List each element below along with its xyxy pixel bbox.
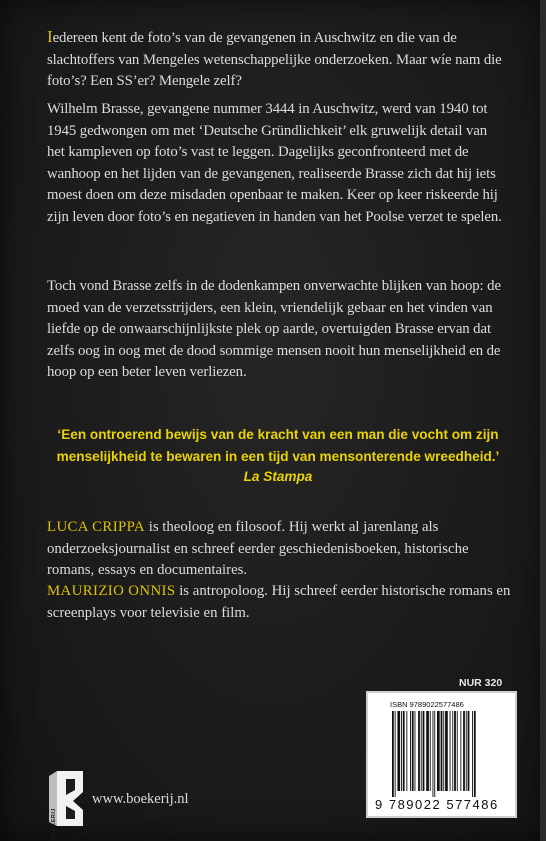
author-bio-2 (47, 581, 517, 624)
description-paragraph-3: Toch vond Brasse zelfs in de dodenkampen onverwachte blijken van hoop: de moed van de verzetsstrijders, een klein, vriendelijk gebaar en het vinden van liefde op de onwaarschijnlijkste plek op aarde, overtuigden Brasse ervan dat zelfs oog in oog met de dood sommige mensen nooit hun menselijkheid en de hoop op een beter leven verliezen. (47, 278, 501, 380)
description-paragraph-1 (47, 26, 507, 93)
isbn-label: ISBN 9789022577486 (390, 700, 464, 709)
author-name: LUCA CRIPPA (47, 519, 146, 535)
barcode-number: 9 789022 577486 (375, 797, 499, 812)
author-bio-text: is theoloog en filosoof. Hij werkt al jarenlang als onderzoeksjournalist en schreef eerder geschiedenisboeken, historische romans, essays en documentaires. (47, 519, 469, 578)
quote-source: La Stampa (243, 469, 313, 484)
review-quote: ‘Een ontroerend bewijs van de kracht van een man die vocht om zijn menselijkheid te bewaren in een tijd van mensonterende wreedheid.’ (56, 427, 500, 464)
author-bio-1 (47, 517, 517, 582)
publisher-logo-text: BOEKERIJ (51, 808, 57, 841)
paragraph-text: edereen kent de foto’s van de gevangenen in Auschwitz en die van de slachtoffers van Mengeles wetenschappelijke onderzoeken. Maar wíe nam die foto’s? Een SS’er? Mengele zelf? (47, 30, 502, 89)
author-name: MAURIZIO ONNIS (47, 583, 176, 599)
nur-code: NUR 320 (459, 677, 503, 689)
drop-cap: I (47, 27, 53, 46)
description-paragraph-2: Wilhelm Brasse, gevangene nummer 3444 in Auschwitz, werd van 1940 tot 1945 gedwongen om met ‘Deutsche Gründlichkeit’ elk gruwelijk detail van het kampleven op foto’s vast te leggen. Dagelijks geconfronteerd met de wanhoop en het lijden van de gevangenen, realiseerde Brasse zich dat hij iets moest doen om deze misdaden openbaar te maken. Keer op keer riskeerde hij zijn leven door foto’s en negatieven in handen van het Poolse verzet te spelen. (47, 101, 502, 225)
barcode-icon (390, 711, 502, 797)
author-bio-text: is antropoloog. Hij schreef eerder historische romans en screenplays voor televisie en film. (47, 583, 511, 621)
publisher-website: www.boekerij.nl (92, 791, 189, 807)
